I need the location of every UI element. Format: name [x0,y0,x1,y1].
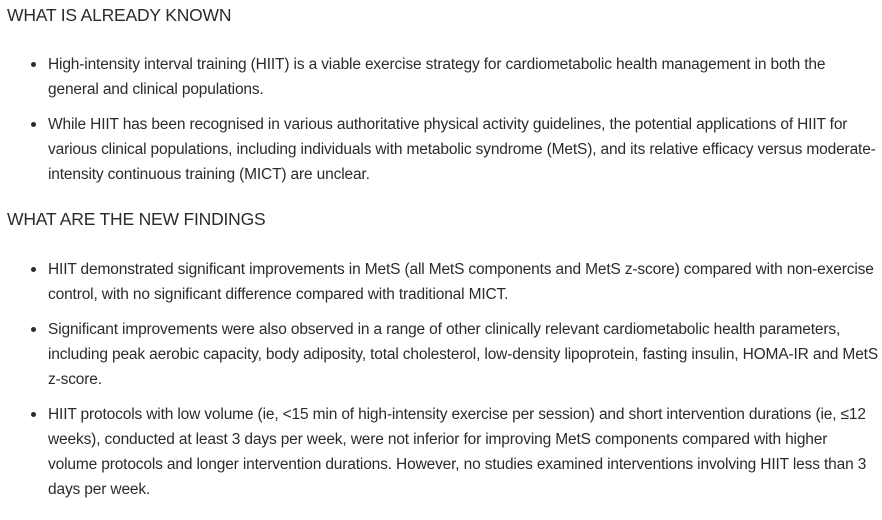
already-known-list [0,52,882,197]
new-findings-list [0,257,882,512]
bullet-icon [31,267,36,272]
list-item [0,257,882,307]
list-item-text: HIIT demonstrated significant improvements in MetS (all MetS components and MetS z-score) compared with non-exercise control, with no significant difference compared with traditional MICT. [48,261,874,303]
section-heading-already-known: WHAT IS ALREADY KNOWN [7,5,232,25]
bullet-icon [31,327,36,332]
list-item [0,52,882,102]
bullet-icon [31,412,36,417]
list-item-text: High-intensity interval training (HIIT) is a viable exercise strategy for cardiometabolic health management in both the general and clinical populations. [48,56,826,98]
list-item [0,112,882,187]
list-item-text: HIIT protocols with low volume (ie, <15 min of high-intensity exercise per session) and short intervention durations (ie, ≤12 weeks), conducted at least 3 days per week, were not inferior for improving MetS components compared with higher volume protocols and longer intervention durations. However, no studies examined interventions involving HIIT less than 3 days per week. [48,406,867,498]
list-item [0,402,882,502]
bullet-icon [31,62,36,67]
list-item [0,317,882,392]
list-item-text: While HIIT has been recognised in various authoritative physical activity guidelines, the potential applications of HIIT for various clinical populations, including individuals with metabolic syndrome (MetS), and its relative efficacy versus moderate-intensity continuous training (MICT) are unclear. [48,116,876,183]
bullet-icon [31,122,36,127]
section-heading-new-findings: WHAT ARE THE NEW FINDINGS [7,209,266,229]
list-item-text: Significant improvements were also observed in a range of other clinically relevant cardiometabolic health parameters, including peak aerobic capacity, body adiposity, total cholesterol, low-density lipoprotein, fasting insulin, HOMA-IR and MetS z-score. [48,321,879,388]
